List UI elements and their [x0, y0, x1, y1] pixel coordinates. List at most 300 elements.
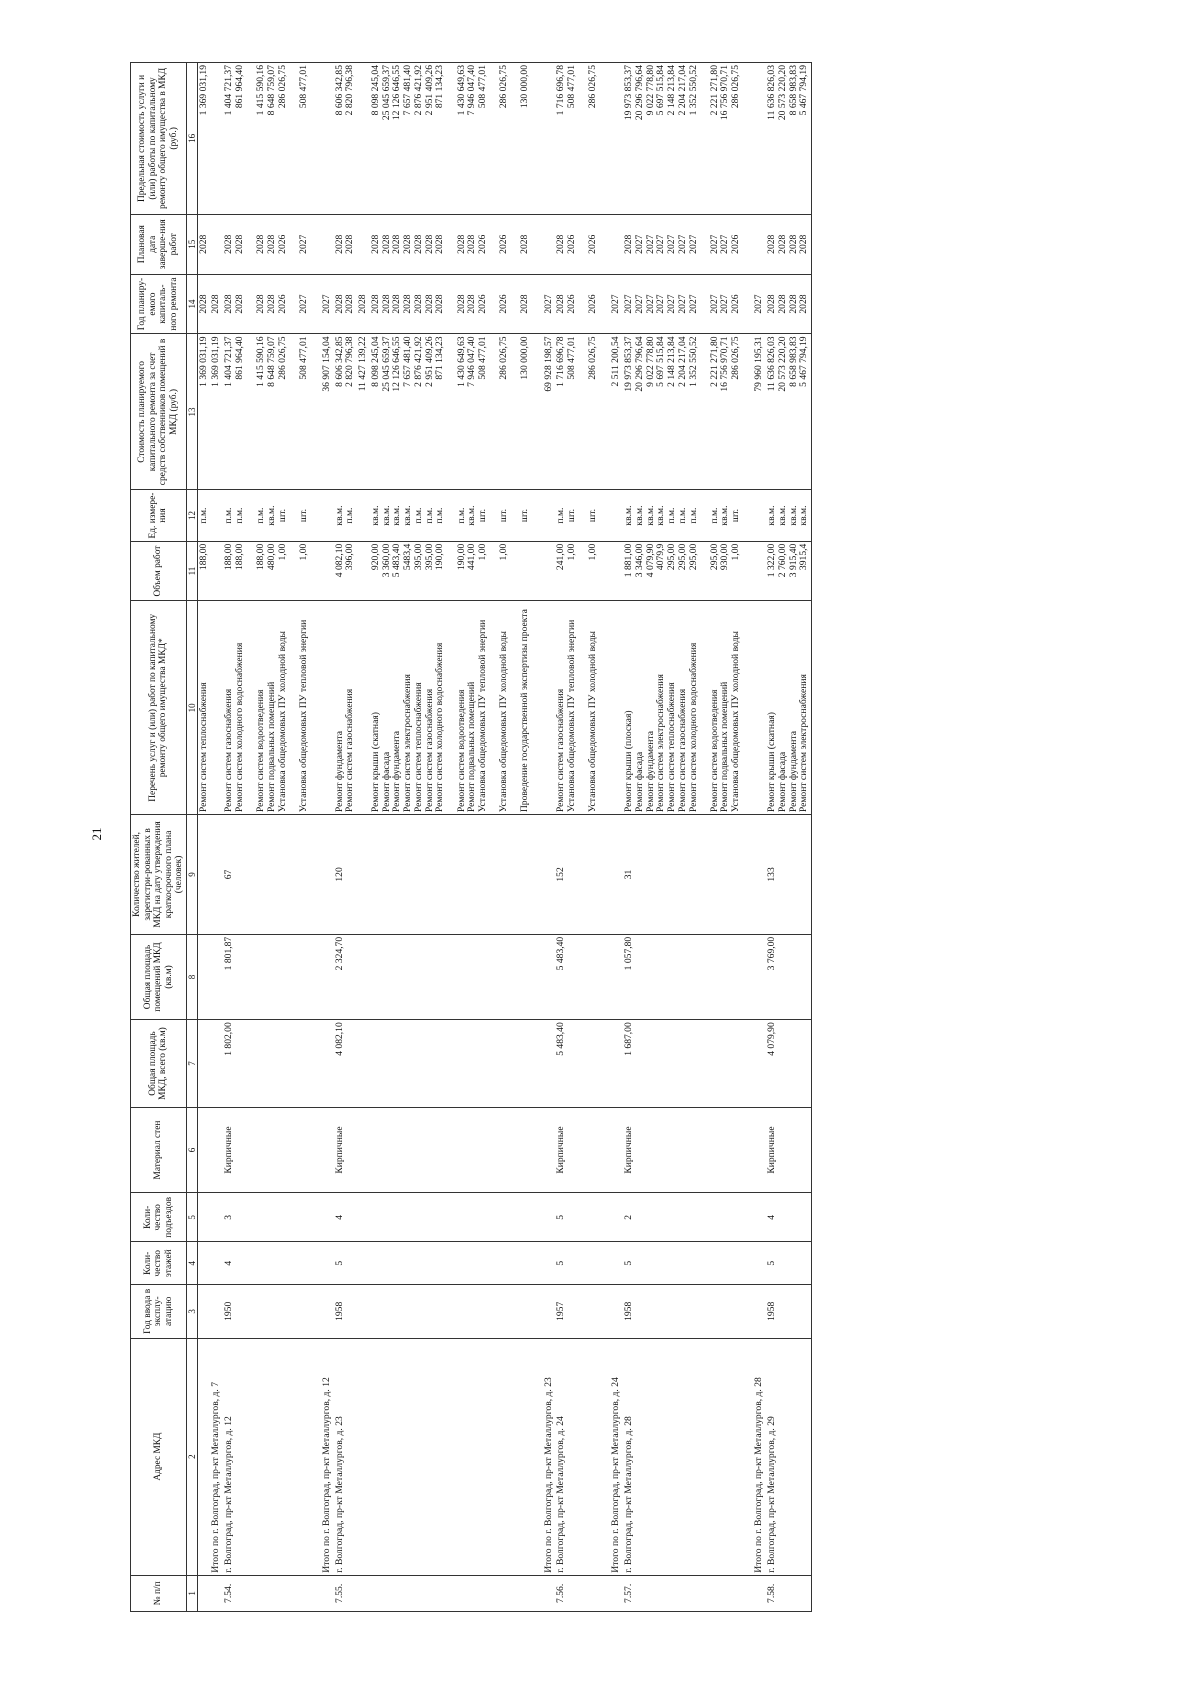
work-name: Установка общедомовых ПУ тепловой энергии — [566, 619, 577, 813]
work-end-date-item: 2027 — [676, 234, 688, 254]
work-end-date-item: 2028 — [255, 234, 267, 254]
work-name: Ремонт систем электроснабжения — [655, 674, 667, 813]
entrances-count: 5 — [555, 1193, 610, 1242]
row-number: 7.55. — [334, 1575, 357, 1611]
empty-cell — [753, 934, 766, 1019]
empty-cell — [610, 934, 623, 1019]
total-row — [543, 63, 556, 1612]
work-limit-cost-item: 2 876 421,92 — [412, 65, 424, 116]
empty-cell — [357, 63, 370, 215]
entrances-count: 4 — [766, 1193, 811, 1242]
work-unit — [555, 490, 610, 541]
column-header-1: № п/п — [131, 1575, 187, 1611]
work-limit-cost-item: 7 946 047,40 — [466, 65, 478, 116]
work-unit-item: шт. — [587, 508, 599, 523]
empty-cell — [753, 1285, 766, 1338]
residents-count — [197, 815, 210, 935]
column-number-8: 8 — [186, 934, 197, 1019]
work-limit-cost-item: 7 657 481,40 — [402, 65, 414, 116]
work-end-date-item: 2028 — [766, 234, 778, 254]
work-name: Ремонт систем газоснабжения — [344, 688, 356, 813]
empty-cell — [610, 490, 623, 541]
work-limit-cost-item: 1 404 721,37 — [223, 65, 235, 116]
work-year-item: 2027 — [644, 294, 656, 314]
entrances-count: 3 — [223, 1193, 321, 1242]
work-end-date-item: 2028 — [369, 234, 381, 254]
column-header-14: Год планиру-емого капиталь-ного ремонта — [131, 274, 187, 334]
total-cost: 79 960 195,31 — [753, 334, 766, 490]
empty-cell — [321, 63, 334, 215]
empty-cell — [210, 1193, 223, 1242]
column-header-3: Год ввода в эксплу-атацию — [131, 1285, 187, 1338]
row-number — [753, 1575, 766, 1611]
work-name: Ремонт крыши (скатная) — [766, 712, 778, 813]
empty-cell — [321, 1242, 334, 1285]
work-name: Ремонт фасада — [776, 751, 788, 813]
work-volume-item: 395,00 — [423, 543, 435, 571]
work-cost — [555, 334, 610, 490]
work-year-item: 2026 — [587, 294, 599, 314]
work-year-item: 2028 — [787, 294, 799, 314]
work-limit-cost-item: 286 026,75 — [276, 65, 288, 109]
commission-year: 1958 — [334, 1285, 357, 1338]
empty-cell — [321, 1020, 334, 1108]
total-label: Итого по г. Волгоград, пр-кт Металлургов, д. 12 — [321, 1338, 334, 1575]
wall-material: Кирпичные — [766, 1107, 811, 1192]
work-volume — [370, 541, 543, 601]
work-unit-item: кв.м. — [369, 505, 381, 526]
work-year-item: 2028 — [402, 294, 414, 314]
work-end-date-item: 2028 — [233, 234, 245, 254]
work-volume-item: 1 881,00 — [623, 543, 635, 578]
work-limit-cost-item: 5 467 794,19 — [798, 65, 810, 116]
total-label: Итого по г. Волгоград, пр-кт Металлургов, д. 24 — [610, 1338, 623, 1575]
work-end-date-item: 2027 — [297, 234, 309, 254]
row-number — [321, 1575, 334, 1611]
work-limit-cost — [555, 63, 610, 215]
work-name: Проведение государственной экспертизы проекта — [519, 609, 531, 813]
work-limit-cost-item: 286 026,75 — [730, 65, 742, 109]
empty-cell — [543, 1193, 556, 1242]
work-end-date-item: 2026 — [566, 234, 577, 254]
work-name: Установка общедомовых ПУ тепловой энергии — [297, 619, 309, 813]
empty-cell — [210, 815, 223, 935]
work-volume-item: 1,00 — [587, 543, 599, 561]
work-name: Ремонт систем газоснабжения — [223, 688, 235, 813]
work-unit-item: кв.м. — [402, 505, 414, 526]
work-unit-item: кв.м. — [776, 505, 788, 526]
work-volume — [623, 541, 753, 601]
column-number-4: 4 — [186, 1242, 197, 1285]
work-unit-item: п.м. — [197, 507, 209, 524]
building-address: г. Волгоград, пр-кт Металлургов, д. 24 — [555, 1338, 610, 1575]
commission-year: 1957 — [555, 1285, 610, 1338]
floors-count: 5 — [766, 1242, 811, 1285]
work-cost-item: 130 000,00 — [519, 336, 531, 380]
work-year — [623, 274, 753, 334]
building-address — [370, 1338, 543, 1575]
work-limit-cost-item: 12 126 646,55 — [391, 65, 403, 121]
empty-cell — [753, 1242, 766, 1285]
work-cost-item: 8 658 983,83 — [787, 336, 799, 387]
work-end-date — [555, 214, 610, 274]
empty-cell — [357, 490, 370, 541]
work-cost — [766, 334, 811, 490]
work-year-item: 2026 — [476, 294, 488, 314]
empty-cell — [321, 1193, 334, 1242]
building-address: г. Волгоград, пр-кт Металлургов, д. 23 — [334, 1338, 357, 1575]
work-limit-cost — [766, 63, 811, 215]
work-volume — [223, 541, 321, 601]
work-end-date-item: 2028 — [197, 234, 209, 254]
work-year — [223, 274, 321, 334]
work-unit-item: п.м. — [455, 507, 467, 524]
work-cost-item: 286 026,75 — [498, 336, 510, 380]
work-limit-cost-item: 8 098 245,04 — [369, 65, 381, 116]
work-limit-cost-item: 1 415 590,16 — [255, 65, 267, 116]
work-cost-item: 2 876 421,92 — [412, 336, 424, 387]
rooms-area — [197, 934, 210, 1019]
work-name: Ремонт систем теплоснабжения — [412, 682, 424, 813]
works-list — [766, 601, 811, 815]
empty-cell — [753, 490, 766, 541]
work-year-item: 2027 — [623, 294, 635, 314]
column-number-1: 1 — [186, 1575, 197, 1611]
floors-count: 5 — [334, 1242, 357, 1285]
work-limit-cost-item: 20 296 796,64 — [633, 65, 645, 121]
empty-cell — [357, 1193, 370, 1242]
total-area: 5 483,40 — [555, 1020, 610, 1108]
work-volume-item: 295,00 — [676, 543, 688, 571]
work-end-date-item: 2028 — [434, 234, 446, 254]
column-number-11: 11 — [186, 541, 197, 601]
work-cost-item: 25 045 659,37 — [380, 336, 392, 392]
work-year-item: 2028 — [412, 294, 424, 314]
work-volume-item: 441,00 — [466, 543, 478, 571]
repair-plan-table — [130, 62, 812, 1612]
work-unit-item: шт. — [519, 508, 531, 523]
building-row — [223, 63, 321, 1612]
work-name: Установка общедомовых ПУ холодной воды — [498, 631, 510, 813]
total-row — [357, 63, 370, 1612]
work-unit — [766, 490, 811, 541]
wall-material: Кирпичные — [334, 1107, 357, 1192]
work-year-item: 2028 — [380, 294, 392, 314]
floors-count: 5 — [623, 1242, 753, 1285]
work-year-item: 2027 — [297, 294, 309, 314]
empty-cell — [543, 934, 556, 1019]
work-volume — [197, 541, 210, 601]
work-name: Установка общедомовых ПУ холодной воды — [276, 631, 288, 813]
entrances-count: 2 — [623, 1193, 753, 1242]
rooms-area: 3 769,00 — [766, 934, 811, 1019]
total-year: 2028 — [357, 274, 370, 334]
work-unit-item: кв.м. — [766, 505, 778, 526]
work-year-item: 2028 — [333, 294, 345, 314]
total-area: 4 079,90 — [766, 1020, 811, 1108]
floors-count — [370, 1242, 543, 1285]
total-cost: 11 427 139,22 — [357, 334, 370, 490]
empty-cell — [610, 1020, 623, 1108]
work-limit-cost-item: 19 973 853,37 — [623, 65, 635, 121]
total-cost: 1 369 031,19 — [210, 334, 223, 490]
work-cost-item: 2 221 271,80 — [708, 336, 720, 387]
work-volume-item: 3 346,00 — [633, 543, 645, 578]
work-end-date-item: 2027 — [708, 234, 720, 254]
work-volume-item: 188,00 — [255, 543, 267, 571]
column-number-12: 12 — [186, 490, 197, 541]
work-name: Ремонт систем водоотведения — [255, 689, 267, 813]
work-volume-item: 395,00 — [412, 543, 424, 571]
row-number: 7.56. — [555, 1575, 610, 1611]
commission-year: 1950 — [223, 1285, 321, 1338]
total-row — [753, 63, 766, 1612]
work-cost-item: 12 126 646,55 — [391, 336, 403, 392]
column-number-5: 5 — [186, 1193, 197, 1242]
empty-cell — [753, 1193, 766, 1242]
floors-count — [197, 1242, 210, 1285]
total-year: 2028 — [210, 274, 223, 334]
work-name: Ремонт крыши (плоская) — [623, 710, 635, 813]
work-end-date-item: 2028 — [223, 234, 235, 254]
empty-cell — [543, 63, 556, 215]
work-volume-item: 396,00 — [344, 543, 356, 571]
column-number-13: 13 — [186, 334, 197, 490]
work-unit-item: шт. — [276, 508, 288, 523]
empty-cell — [357, 815, 370, 935]
residents-count: 120 — [334, 815, 357, 935]
building-row — [766, 63, 811, 1612]
empty-cell — [210, 934, 223, 1019]
work-name: Ремонт фасада — [380, 751, 392, 813]
residents-count: 133 — [766, 815, 811, 935]
work-unit — [223, 490, 321, 541]
work-cost-item: 1 430 649,63 — [455, 336, 467, 387]
work-cost-item: 1 415 590,16 — [255, 336, 267, 387]
empty-cell — [610, 63, 623, 215]
work-volume-item: 241,00 — [555, 543, 567, 571]
work-name: Ремонт систем газоснабжения — [555, 688, 567, 813]
work-cost — [223, 334, 321, 490]
work-cost-item: 286 026,75 — [730, 336, 742, 380]
works-list — [334, 601, 357, 815]
work-cost — [370, 334, 543, 490]
work-volume-item: 3 915,40 — [787, 543, 799, 578]
empty-cell — [543, 1242, 556, 1285]
work-year-item: 2026 — [566, 294, 577, 314]
column-header-6: Материал стен — [131, 1107, 187, 1192]
work-name: Ремонт подвальных помещений — [265, 681, 277, 813]
work-cost-item: 2 820 796,38 — [344, 336, 356, 387]
empty-cell — [543, 541, 556, 601]
work-volume-item: 1,00 — [566, 543, 577, 561]
entrances-count — [370, 1193, 543, 1242]
column-header-8: Общая площадь помещений МКД (кв.м) — [131, 934, 187, 1019]
work-limit-cost-item: 861 964,40 — [233, 65, 245, 109]
work-cost — [334, 334, 357, 490]
work-name: Ремонт систем холодного водоснабжения — [434, 642, 446, 813]
work-end-date-item: 2028 — [265, 234, 277, 254]
work-limit-cost-item: 2 951 409,26 — [423, 65, 435, 116]
work-limit-cost — [334, 63, 357, 215]
column-number-15: 15 — [186, 214, 197, 274]
row-number — [197, 1575, 210, 1611]
work-volume-item: 1,00 — [476, 543, 488, 561]
work-year — [370, 274, 543, 334]
work-limit-cost-item: 9 022 778,80 — [644, 65, 656, 116]
work-cost-item: 7 657 481,40 — [402, 336, 414, 387]
work-year-item: 2028 — [391, 294, 403, 314]
work-end-date-item: 2027 — [655, 234, 667, 254]
work-cost-item: 8 606 342,85 — [333, 336, 345, 387]
work-unit — [197, 490, 210, 541]
row-number — [370, 1575, 543, 1611]
work-name: Ремонт систем холодного водоснабжения — [687, 642, 699, 813]
work-cost-item: 861 964,40 — [233, 336, 245, 380]
work-end-date-item: 2028 — [391, 234, 403, 254]
column-number-7: 7 — [186, 1020, 197, 1108]
empty-cell — [753, 63, 766, 215]
building-address: г. Волгоград, пр-кт Металлургов, д. 28 — [623, 1338, 753, 1575]
rooms-area — [370, 934, 543, 1019]
empty-cell — [753, 815, 766, 935]
empty-cell — [210, 1242, 223, 1285]
work-limit-cost — [623, 63, 753, 215]
empty-cell — [210, 541, 223, 601]
work-year-item: 2028 — [233, 294, 245, 314]
work-end-date-item: 2026 — [587, 234, 599, 254]
work-limit-cost-item: 25 045 659,37 — [380, 65, 392, 121]
work-year-item: 2027 — [719, 294, 731, 314]
empty-cell — [610, 1242, 623, 1285]
work-unit-item: п.м. — [708, 507, 720, 524]
work-end-date — [370, 214, 543, 274]
total-label: Итого по г. Волгоград, пр-кт Металлургов, д. 28 — [753, 1338, 766, 1575]
work-name: Установка общедомовых ПУ холодной воды — [587, 631, 599, 813]
work-end-date — [623, 214, 753, 274]
work-cost-item: 8 098 245,04 — [369, 336, 381, 387]
work-name: Установка общедомовых ПУ холодной воды — [730, 631, 742, 813]
work-year-item: 2027 — [666, 294, 678, 314]
column-header-13: Стоимость планируемого капитального ремонта за счет средств собственников помещений в МКД (руб.) — [131, 334, 187, 490]
work-name: Ремонт систем газоснабжения — [423, 688, 435, 813]
empty-cell — [610, 214, 623, 274]
work-cost-item: 16 756 970,71 — [719, 336, 731, 392]
work-cost-item: 286 026,75 — [276, 336, 288, 380]
commission-year: 1958 — [766, 1285, 811, 1338]
work-unit-item: п.м. — [666, 507, 678, 524]
work-year-item: 2028 — [197, 294, 209, 314]
work-year-item: 2028 — [265, 294, 277, 314]
work-limit-cost — [370, 63, 543, 215]
work-limit-cost-item: 286 026,75 — [498, 65, 510, 109]
column-number-10: 10 — [186, 601, 197, 815]
work-limit-cost-item: 1 352 550,52 — [687, 65, 699, 116]
column-number-2: 2 — [186, 1338, 197, 1575]
work-cost-item: 1 352 550,52 — [687, 336, 699, 387]
work-name: Ремонт систем водоотведения — [455, 689, 467, 813]
work-unit-item: шт. — [730, 508, 742, 523]
wall-material: Кирпичные — [623, 1107, 753, 1192]
total-row — [610, 63, 623, 1612]
work-year-item: 2028 — [776, 294, 788, 314]
work-year-item: 2028 — [369, 294, 381, 314]
work-cost-item: 508 477,01 — [297, 336, 309, 380]
empty-cell — [321, 214, 334, 274]
floors-count: 4 — [223, 1242, 321, 1285]
floors-count: 5 — [555, 1242, 610, 1285]
works-list — [223, 601, 321, 815]
empty-cell — [321, 815, 334, 935]
work-limit-cost-item: 508 477,01 — [566, 65, 577, 109]
wall-material: Кирпичные — [555, 1107, 610, 1192]
work-unit-item: кв.м. — [391, 505, 403, 526]
work-cost-item: 1 716 696,78 — [555, 336, 567, 387]
work-volume-item: 1,00 — [730, 543, 742, 561]
empty-cell — [357, 934, 370, 1019]
works-list — [623, 601, 753, 815]
work-cost-item: 8 648 759,07 — [265, 336, 277, 387]
work-limit-cost — [197, 63, 210, 215]
work-end-date-item: 2028 — [412, 234, 424, 254]
work-unit — [623, 490, 753, 541]
column-header-9: Количество жителей, зарегистри-рованных в МКД на дату утверждения краткосрочного плана (человек) — [131, 815, 187, 935]
row-number — [357, 1575, 370, 1611]
work-volume-item: 190,00 — [434, 543, 446, 571]
work-volume-item: 920,00 — [369, 543, 381, 571]
work-name: Ремонт систем электроснабжения — [402, 674, 414, 813]
work-name: Установка общедомовых ПУ тепловой энергии — [476, 619, 488, 813]
empty-cell — [321, 601, 334, 815]
work-volume-item: 295,00 — [687, 543, 699, 571]
work-year-item: 2028 — [223, 294, 235, 314]
work-limit-cost-item: 286 026,75 — [587, 65, 599, 109]
empty-cell — [610, 1285, 623, 1338]
rooms-area: 1 057,80 — [623, 934, 753, 1019]
total-label — [357, 1338, 370, 1575]
work-unit-item: кв.м. — [798, 505, 810, 526]
work-name: Ремонт фундамента — [787, 730, 799, 813]
empty-cell — [753, 541, 766, 601]
work-volume-item: 4 082,10 — [333, 543, 345, 578]
empty-cell — [210, 63, 223, 215]
total-year: 2027 — [610, 274, 623, 334]
work-end-date-item: 2028 — [776, 234, 788, 254]
column-header-10: Перечень услуг и (или) работ по капитальному ремонту общего имущества МКД* — [131, 601, 187, 815]
work-cost-item: 508 477,01 — [476, 336, 488, 380]
work-end-date-item: 2028 — [466, 234, 478, 254]
work-name: Ремонт систем газоснабжения — [676, 688, 688, 813]
work-cost — [623, 334, 753, 490]
work-cost-item: 2 951 409,26 — [423, 336, 435, 387]
work-year-item: 2028 — [423, 294, 435, 314]
work-cost-item: 7 946 047,40 — [466, 336, 478, 387]
empty-cell — [357, 1020, 370, 1108]
empty-cell — [210, 490, 223, 541]
work-end-date-item: 2028 — [519, 234, 531, 254]
work-cost-item: 286 026,75 — [587, 336, 599, 380]
empty-cell — [543, 214, 556, 274]
work-year-item: 2028 — [344, 294, 356, 314]
work-limit-cost-item: 5 697 515,84 — [655, 65, 667, 116]
empty-cell — [210, 1107, 223, 1192]
rooms-area: 1 801,87 — [223, 934, 321, 1019]
column-number-6: 6 — [186, 1107, 197, 1192]
work-year-item: 2028 — [455, 294, 467, 314]
column-header-5: Коли-чество подъездов — [131, 1193, 187, 1242]
empty-cell — [610, 1107, 623, 1192]
work-end-date — [766, 214, 811, 274]
